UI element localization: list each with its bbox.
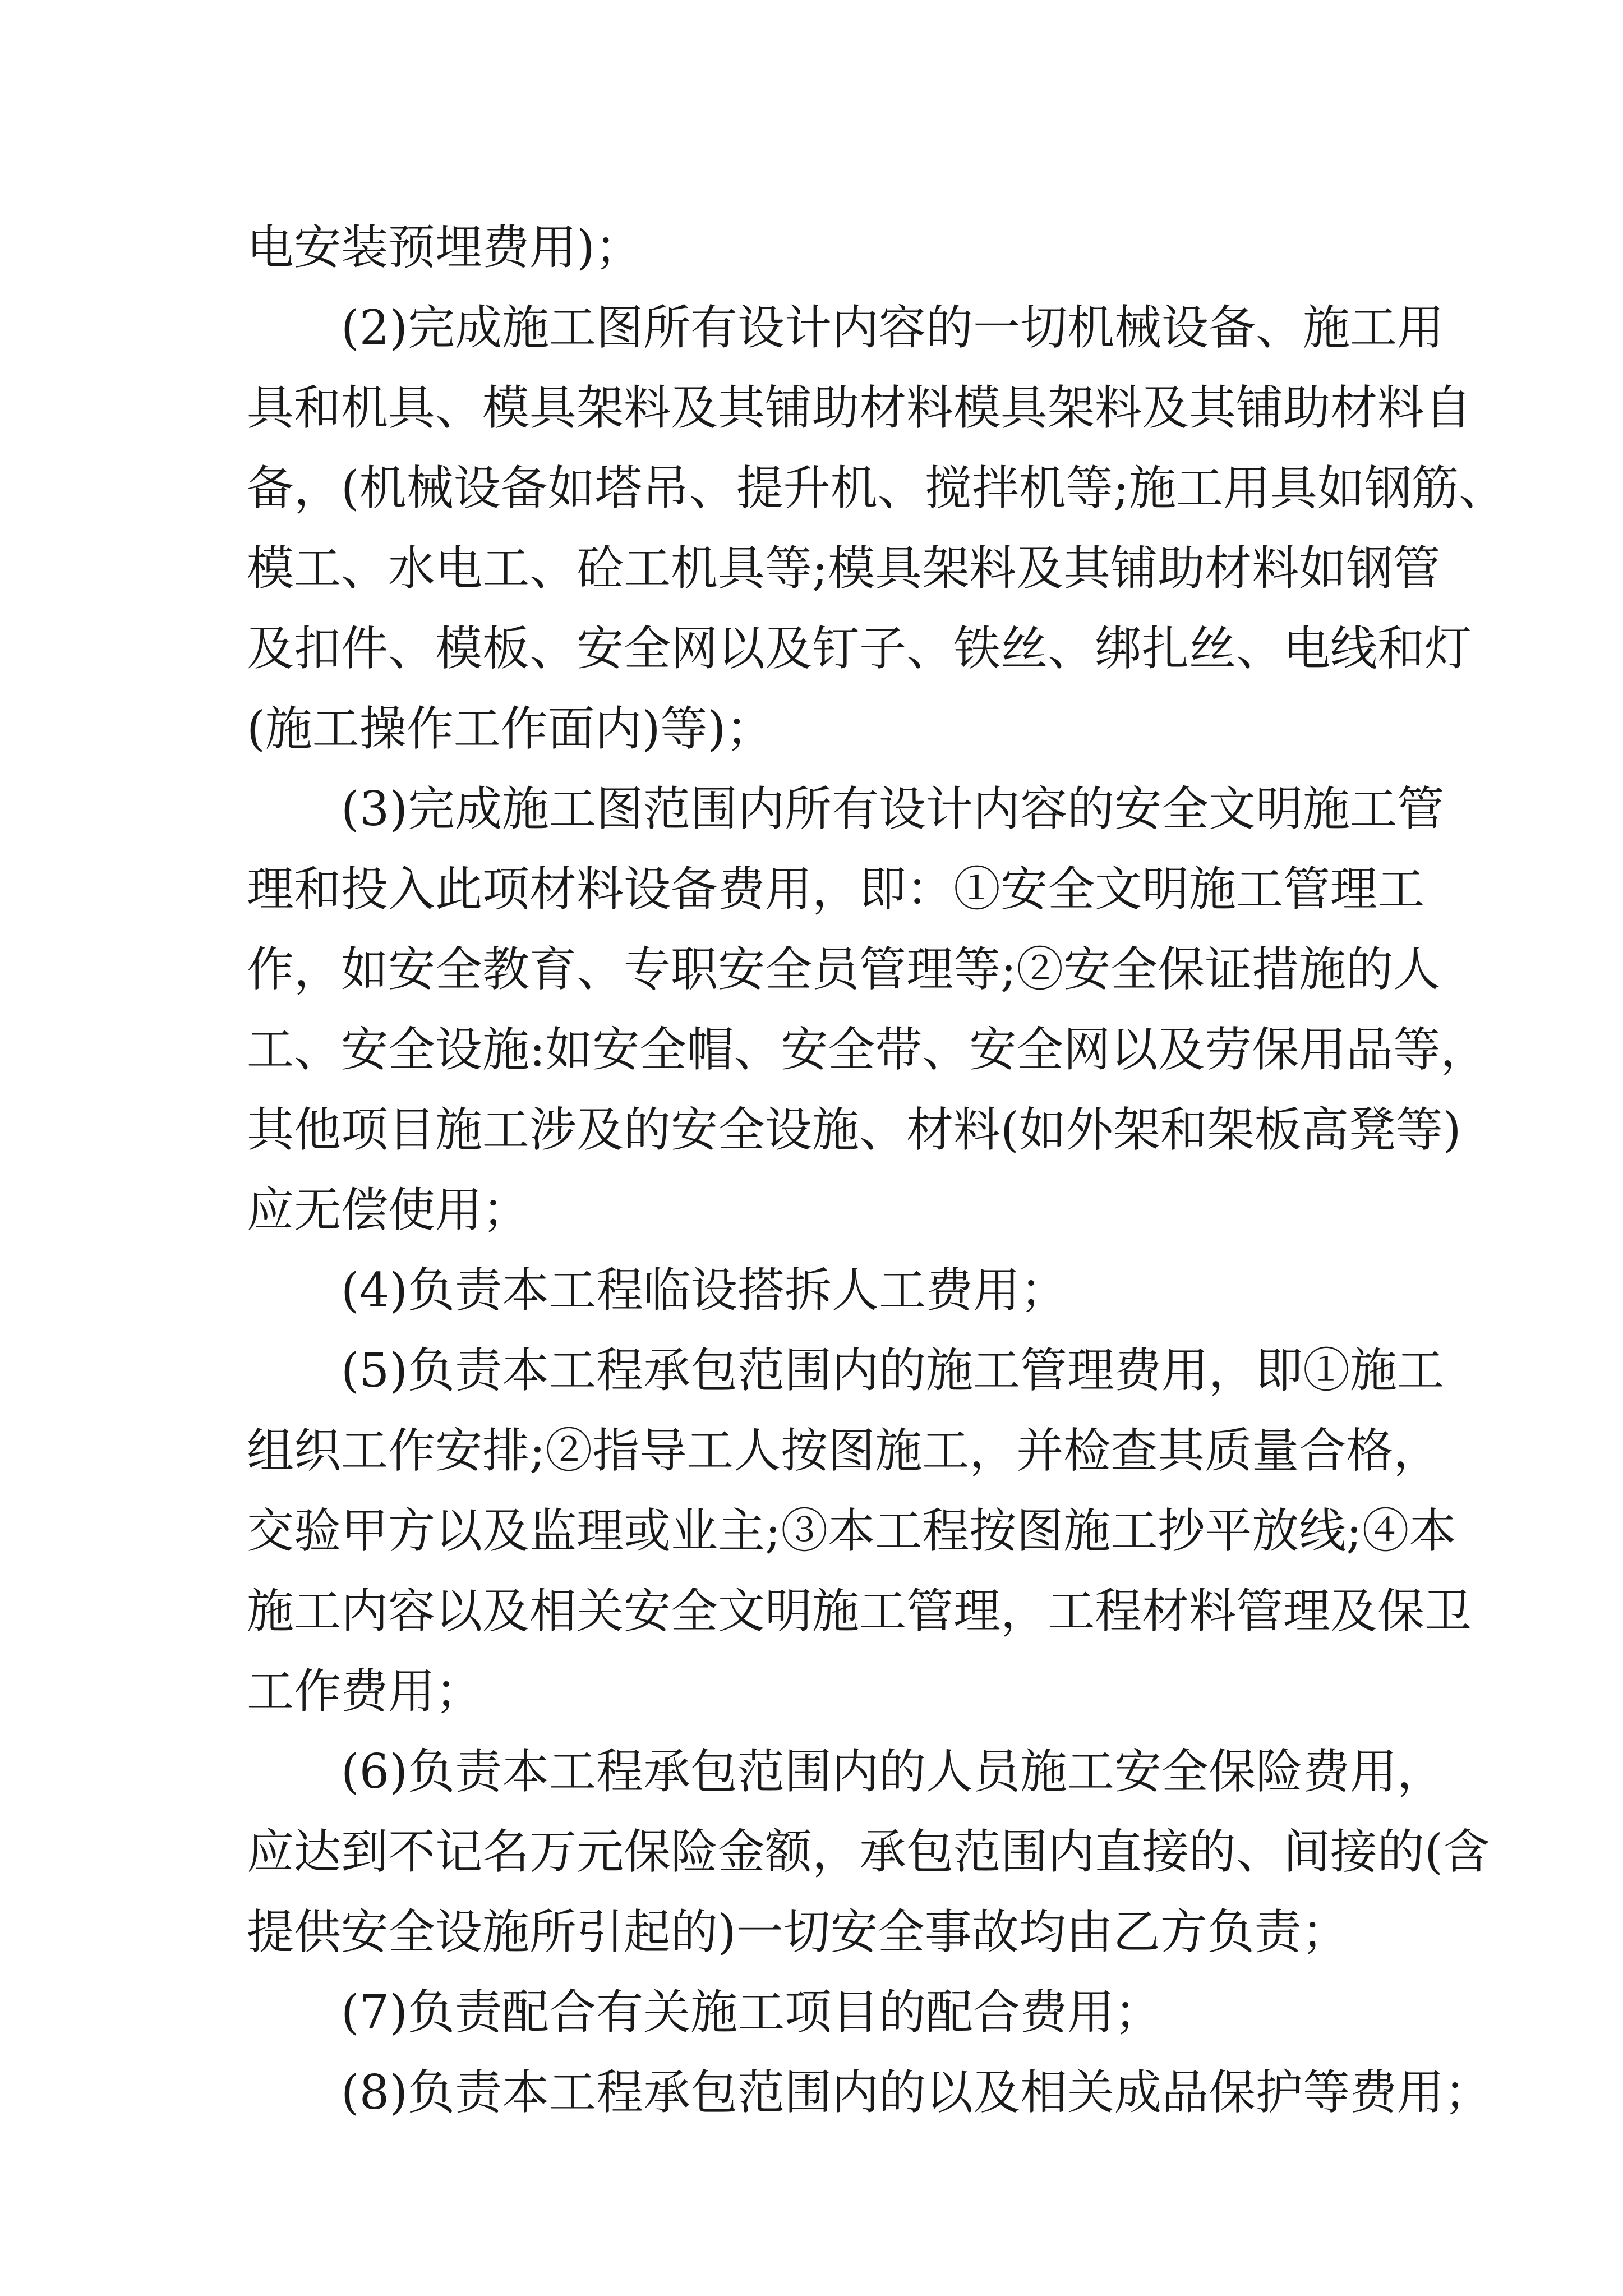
text-line: 组织工作安排;②指导工人按图施工，并检查其质量合格， (247, 1423, 1441, 1478)
text-line: 应无偿使用； (247, 1182, 530, 1237)
document-body (247, 208, 1506, 2133)
text-line: 工、安全设施:如安全帽、安全带、安全网以及劳保用品等， (247, 1022, 1488, 1077)
text-line: 电安装预埋费用)； (247, 220, 642, 275)
text-line: (3)完成施工图范围内所有设计内容的安全文明施工管 (341, 781, 1444, 836)
text-line: 工作费用； (247, 1664, 483, 1719)
text-line: (4)负责本工程临设搭拆人工费用； (341, 1263, 1067, 1318)
text-line: 理和投入此项材料设备费用，即：①安全文明施工管理工 (247, 862, 1425, 917)
text-line: (7)负责配合有关施工项目的配合费用； (341, 1985, 1161, 2040)
text-line: 备，(机械设备如塔吊、提升机、搅拌机等;施工用具如钢筋、 (247, 461, 1506, 516)
text-line: (5)负责本工程承包范围内的施工管理费用，即①施工 (341, 1343, 1444, 1398)
text-line: 交验甲方以及监理或业主;③本工程按图施工抄平放线;④本 (247, 1503, 1456, 1558)
text-line: 模工、水电工、砼工机具等;模具架料及其铺助材料如钢管 (247, 541, 1441, 596)
text-line: 提供安全设施所引起的)一切安全事故均由乙方负责； (247, 1904, 1349, 1959)
text-line: (6)负责本工程承包范围内的人员施工安全保险费用， (341, 1744, 1444, 1799)
text-line: (8)负责本工程承包范围内的以及相关成品保护等费用； (341, 2065, 1491, 2120)
text-line: 其他项目施工涉及的安全设施、材料(如外架和架板高凳等) (247, 1102, 1461, 1157)
text-line: 施工内容以及相关安全文明施工管理，工程材料管理及保卫 (247, 1584, 1472, 1639)
text-line: 应达到不记名万元保险金额，承包范围内直接的、间接的(含 (247, 1824, 1490, 1879)
text-line: 及扣件、模板、安全网以及钉子、铁丝、绑扎丝、电线和灯 (247, 621, 1472, 676)
text-line: 作，如安全教育、专职安全员管理等;②安全保证措施的人 (247, 942, 1441, 997)
text-line: 具和机具、模具架料及其铺助材料模具架料及其铺助材料自 (247, 380, 1472, 435)
text-line: (施工操作工作面内)等)； (247, 701, 773, 756)
text-line: (2)完成施工图所有设计内容的一切机械设备、施工用 (341, 300, 1444, 355)
